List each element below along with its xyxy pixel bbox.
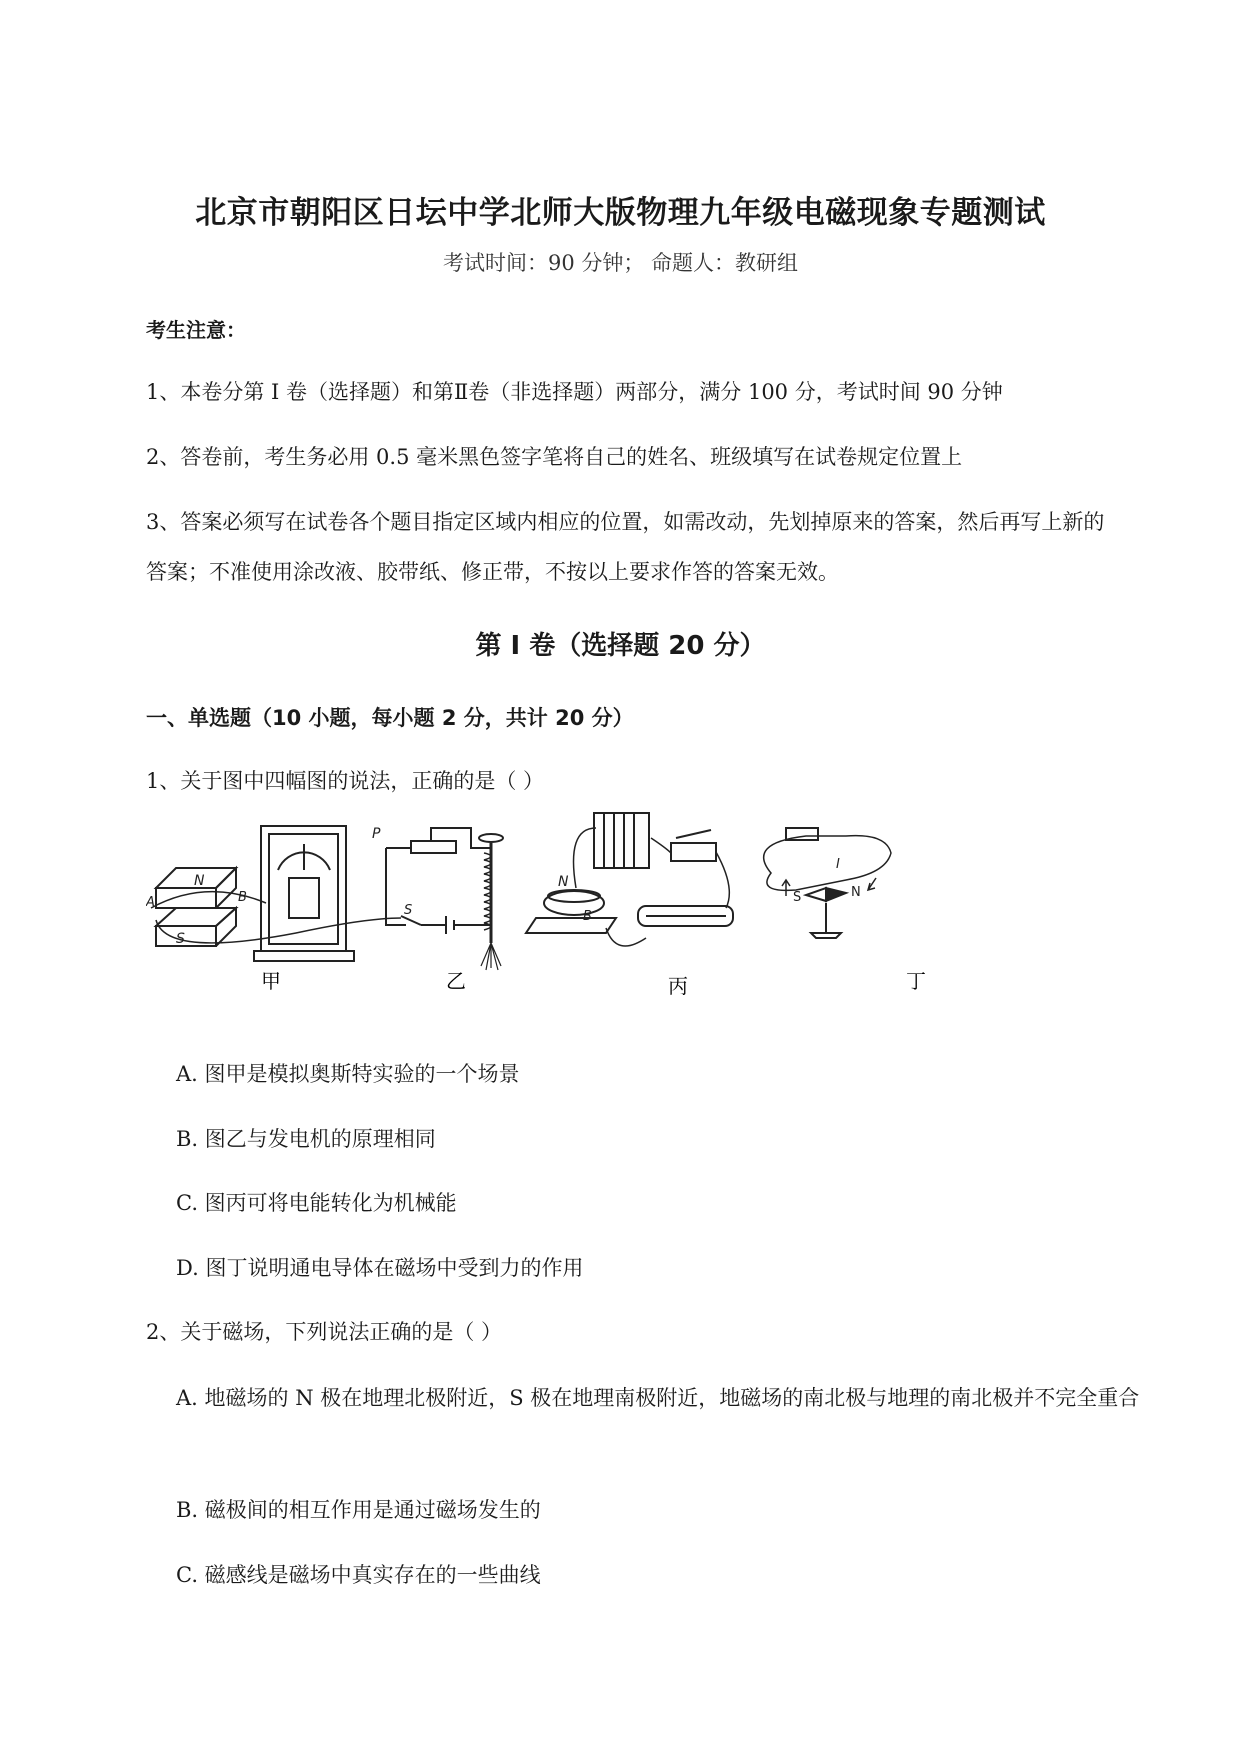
notice-item: 2、答卷前，考生务必用 0.5 毫米黑色签字笔将自己的姓名、班级填写在试卷规定位置上 bbox=[146, 445, 963, 469]
figure-caption: 丁 bbox=[906, 969, 926, 993]
figure-label-s: S bbox=[404, 903, 413, 918]
answer-option: D. 图丁说明通电导体在磁场中受到力的作用 bbox=[176, 1256, 584, 1280]
figure-label-i: I bbox=[836, 857, 840, 872]
figure-label-n: N bbox=[194, 873, 205, 889]
figure-caption: 甲 bbox=[261, 969, 281, 993]
answer-option: B. 图乙与发电机的原理相同 bbox=[176, 1127, 436, 1151]
figure-label-b: B bbox=[583, 909, 592, 924]
figure-label-s: S bbox=[793, 890, 802, 905]
notice-heading: 考生注意： bbox=[146, 318, 246, 342]
answer-option: A. 地磁场的 N 极在地理北极附近，S 极在地理南极附近，地磁场的南北极与地理的南北极并不完全重合 bbox=[176, 1386, 1140, 1410]
section-title: 第 I 卷（选择题 20 分） bbox=[475, 631, 766, 661]
figure-jia bbox=[151, 826, 401, 961]
figure-caption: 丙 bbox=[668, 974, 688, 998]
answer-option: C. 图丙可将电能转化为机械能 bbox=[176, 1191, 457, 1215]
figure-label-s: S bbox=[176, 931, 185, 947]
figure-label-n: N bbox=[851, 885, 861, 900]
question-stem: 1、关于图中四幅图的说法，正确的是（ ） bbox=[146, 769, 545, 793]
answer-option: B. 磁极间的相互作用是通过磁场发生的 bbox=[176, 1498, 541, 1522]
question-group-title: 一、单选题（10 小题，每小题 2 分，共计 20 分） bbox=[146, 706, 634, 730]
figure-ding bbox=[764, 828, 891, 938]
figure-label-b: B bbox=[238, 890, 247, 905]
question-1-figure bbox=[146, 808, 996, 1008]
answer-option: C. 磁感线是磁场中真实存在的一些曲线 bbox=[176, 1563, 541, 1587]
page-title: 北京市朝阳区日坛中学北师大版物理九年级电磁现象专题测试 bbox=[195, 195, 1046, 231]
figure-caption: 乙 bbox=[446, 969, 466, 993]
answer-option: A. 图甲是模拟奥斯特实验的一个场景 bbox=[176, 1062, 520, 1086]
notice-item: 3、答案必须写在试卷各个题目指定区域内相应的位置，如需改动，先划掉原来的答案，然后再写上新的答案；不准使用涂改液、胶带纸、修正带，不按以上要求作答的答案无效。 bbox=[146, 510, 1105, 584]
question-stem: 2、关于磁场，下列说法正确的是（ ） bbox=[146, 1320, 503, 1344]
figure-label-p: P bbox=[372, 826, 381, 842]
figure-label-n: N bbox=[558, 874, 569, 890]
notice-item: 1、本卷分第 I 卷（选择题）和第Ⅱ卷（非选择题）两部分，满分 100 分，考试时间 90 分钟 bbox=[146, 380, 1003, 404]
figure-label-a: A bbox=[146, 895, 155, 910]
figure-yi bbox=[386, 828, 503, 970]
exam-info: 考试时间：90 分钟； 命题人：教研组 bbox=[442, 251, 799, 275]
